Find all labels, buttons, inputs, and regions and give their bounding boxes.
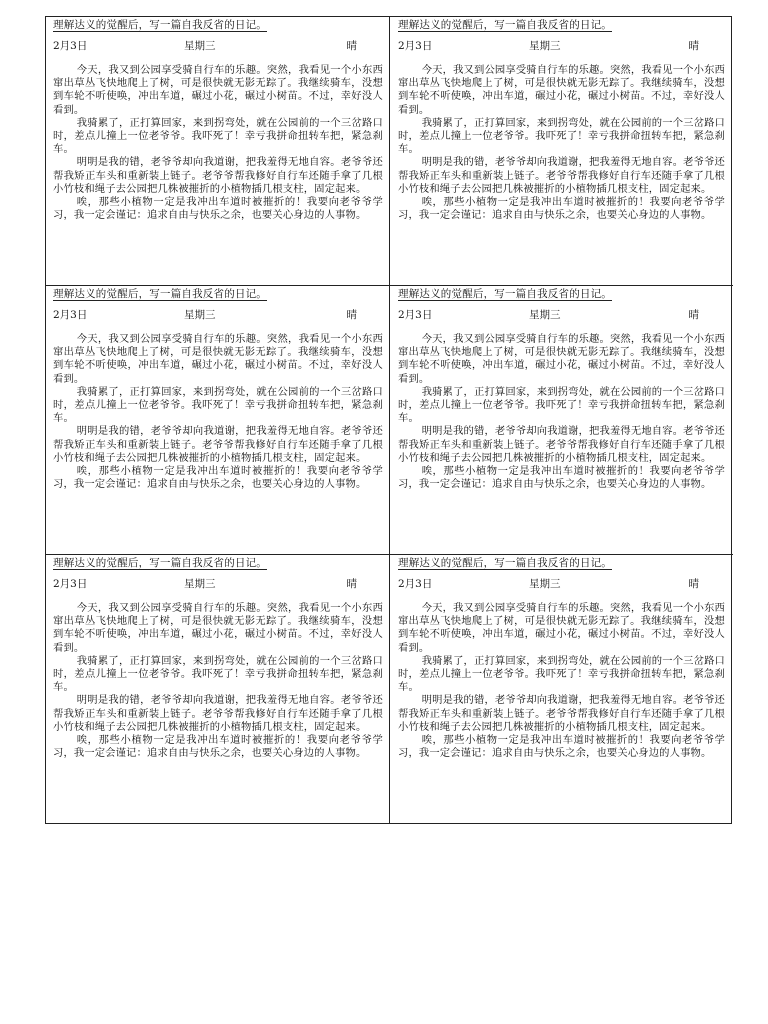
diary-entry [390,286,733,555]
weather-label: 晴 [688,40,699,52]
weather-label: 晴 [346,309,357,321]
date-line [53,576,383,592]
diary-body [398,602,725,760]
diary-paragraph: 我骑累了，正打算回家，来到拐弯处，就在公园前的一个三岔路口时，差点儿撞上一位老爷爷。我吓死了！幸亏我拼命扭转车把，紧急刹车。 [398,654,725,694]
date-label: 2月3日 [398,578,433,590]
weather-label: 晴 [346,40,357,52]
prompt-line [53,556,383,570]
diary-body [398,64,725,222]
diary-paragraph: 今天，我又到公园享受骑自行车的乐趣。突然，我看见一个小东西窜出草丛飞快地爬上了树，可是很快就无影无踪了。我继续骑车，没想到车轮不听使唤，冲出车道，碾过小花，碾过小树苗。不过，幸好没人看到。 [53,333,383,385]
diary-paragraph: 我骑累了，正打算回家，来到拐弯处，就在公园前的一个三岔路口时，差点儿撞上一位老爷爷。我吓死了！幸亏我拼命扭转车把，紧急刹车。 [398,385,725,425]
date-line [398,307,725,323]
diary-paragraph: 今天，我又到公园享受骑自行车的乐趣。突然，我看见一个小东西窜出草丛飞快地爬上了树，可是很快就无影无踪了。我继续骑车，没想到车轮不听使唤，冲出车道，碾过小花，碾过小树苗。不过，幸好没人看到。 [398,333,725,385]
prompt-line [53,18,383,32]
date-label: 2月3日 [398,40,433,52]
diary-paragraph: 唉，那些小植物一定是我冲出车道时被摧折的！我要向老爷爷学习，我一定会谨记：追求自由与快乐之余，也要关心身边的人事物。 [398,196,725,222]
diary-body [53,333,383,491]
diary-paragraph: 明明是我的错，老爷爷却向我道谢，把我羞得无地自容。老爷爷还帮我矫正车头和重新装上链子。老爷爷帮我修好自行车还随手拿了几根小竹枝和绳子去公园把几株被摧折的小植物插几根支柱，固定起来。 [53,425,383,464]
diary-entry [390,17,733,286]
diary-paragraph: 明明是我的错，老爷爷却向我道谢，把我羞得无地自容。老爷爷还帮我矫正车头和重新装上链子。老爷爷帮我修好自行车还随手拿了几根小竹枝和绳子去公园把几株被摧折的小植物插几根支柱，固定起来。 [53,156,383,195]
weekday-label: 星期三 [184,578,216,590]
diary-paragraph: 我骑累了，正打算回家，来到拐弯处，就在公园前的一个三岔路口时，差点儿撞上一位老爷爷。我吓死了！幸亏我拼命扭转车把，紧急刹车。 [53,116,383,156]
diary-paragraph: 明明是我的错，老爷爷却向我道谢，把我羞得无地自容。老爷爷还帮我矫正车头和重新装上链子。老爷爷帮我修好自行车还随手拿了几根小竹枝和绳子去公园把几株被摧折的小植物插几根支柱，固定起来。 [398,156,725,195]
diary-sheet-grid [45,16,732,824]
diary-paragraph: 明明是我的错，老爷爷却向我道谢，把我羞得无地自容。老爷爷还帮我矫正车头和重新装上链子。老爷爷帮我修好自行车还随手拿了几根小竹枝和绳子去公园把几株被摧折的小植物插几根支柱，固定起来。 [398,425,725,464]
diary-entry [46,286,390,555]
prompt-line [398,287,725,301]
weekday-label: 星期三 [529,40,561,52]
weather-label: 晴 [346,578,357,590]
diary-paragraph: 今天，我又到公园享受骑自行车的乐趣。突然，我看见一个小东西窜出草丛飞快地爬上了树，可是很快就无影无踪了。我继续骑车，没想到车轮不听使唤，冲出车道，碾过小花，碾过小树苗。不过，幸好没人看到。 [398,602,725,654]
weather-label: 晴 [688,309,699,321]
prompt-text: 理解达义的觉醒后，写一篇自我反省的日记。 [398,557,612,569]
prompt-text: 理解达义的觉醒后，写一篇自我反省的日记。 [53,557,267,569]
weekday-label: 星期三 [529,309,561,321]
date-line [53,307,383,323]
weekday-label: 星期三 [184,40,216,52]
date-label: 2月3日 [53,40,88,52]
diary-paragraph: 唉，那些小植物一定是我冲出车道时被摧折的！我要向老爷爷学习，我一定会谨记：追求自由与快乐之余，也要关心身边的人事物。 [53,465,383,491]
prompt-text: 理解达义的觉醒后，写一篇自我反省的日记。 [53,19,267,31]
diary-paragraph: 今天，我又到公园享受骑自行车的乐趣。突然，我看见一个小东西窜出草丛飞快地爬上了树，可是很快就无影无踪了。我继续骑车，没想到车轮不听使唤，冲出车道，碾过小花，碾过小树苗。不过，幸好没人看到。 [398,64,725,116]
diary-paragraph: 唉，那些小植物一定是我冲出车道时被摧折的！我要向老爷爷学习，我一定会谨记：追求自由与快乐之余，也要关心身边的人事物。 [53,196,383,222]
diary-paragraph: 我骑累了，正打算回家，来到拐弯处，就在公园前的一个三岔路口时，差点儿撞上一位老爷爷。我吓死了！幸亏我拼命扭转车把，紧急刹车。 [398,116,725,156]
prompt-text: 理解达义的觉醒后，写一篇自我反省的日记。 [398,19,612,31]
diary-entry [46,555,390,823]
date-label: 2月3日 [398,309,433,321]
diary-body [53,602,383,760]
diary-paragraph: 我骑累了，正打算回家，来到拐弯处，就在公园前的一个三岔路口时，差点儿撞上一位老爷爷。我吓死了！幸亏我拼命扭转车把，紧急刹车。 [53,654,383,694]
date-label: 2月3日 [53,309,88,321]
date-label: 2月3日 [53,578,88,590]
diary-body [398,333,725,491]
diary-entry [390,555,733,823]
date-line [53,38,383,54]
prompt-line [398,556,725,570]
weekday-label: 星期三 [529,578,561,590]
diary-paragraph: 明明是我的错，老爷爷却向我道谢，把我羞得无地自容。老爷爷还帮我矫正车头和重新装上链子。老爷爷帮我修好自行车还随手拿了几根小竹枝和绳子去公园把几株被摧折的小植物插几根支柱，固定起来。 [53,694,383,733]
prompt-line [398,18,725,32]
diary-paragraph: 我骑累了，正打算回家，来到拐弯处，就在公园前的一个三岔路口时，差点儿撞上一位老爷爷。我吓死了！幸亏我拼命扭转车把，紧急刹车。 [53,385,383,425]
diary-entry [46,17,390,286]
diary-paragraph: 今天，我又到公园享受骑自行车的乐趣。突然，我看见一个小东西窜出草丛飞快地爬上了树，可是很快就无影无踪了。我继续骑车，没想到车轮不听使唤，冲出车道，碾过小花，碾过小树苗。不过，幸好没人看到。 [53,602,383,654]
diary-paragraph: 唉，那些小植物一定是我冲出车道时被摧折的！我要向老爷爷学习，我一定会谨记：追求自由与快乐之余，也要关心身边的人事物。 [53,734,383,760]
prompt-text: 理解达义的觉醒后，写一篇自我反省的日记。 [53,288,267,300]
prompt-text: 理解达义的觉醒后，写一篇自我反省的日记。 [398,288,612,300]
diary-paragraph: 唉，那些小植物一定是我冲出车道时被摧折的！我要向老爷爷学习，我一定会谨记：追求自由与快乐之余，也要关心身边的人事物。 [398,465,725,491]
diary-paragraph: 今天，我又到公园享受骑自行车的乐趣。突然，我看见一个小东西窜出草丛飞快地爬上了树，可是很快就无影无踪了。我继续骑车，没想到车轮不听使唤，冲出车道，碾过小花，碾过小树苗。不过，幸好没人看到。 [53,64,383,116]
date-line [398,38,725,54]
date-line [398,576,725,592]
weather-label: 晴 [688,578,699,590]
weekday-label: 星期三 [184,309,216,321]
diary-body [53,64,383,222]
diary-paragraph: 唉，那些小植物一定是我冲出车道时被摧折的！我要向老爷爷学习，我一定会谨记：追求自由与快乐之余，也要关心身边的人事物。 [398,734,725,760]
diary-paragraph: 明明是我的错，老爷爷却向我道谢，把我羞得无地自容。老爷爷还帮我矫正车头和重新装上链子。老爷爷帮我修好自行车还随手拿了几根小竹枝和绳子去公园把几株被摧折的小植物插几根支柱，固定起来。 [398,694,725,733]
prompt-line [53,287,383,301]
